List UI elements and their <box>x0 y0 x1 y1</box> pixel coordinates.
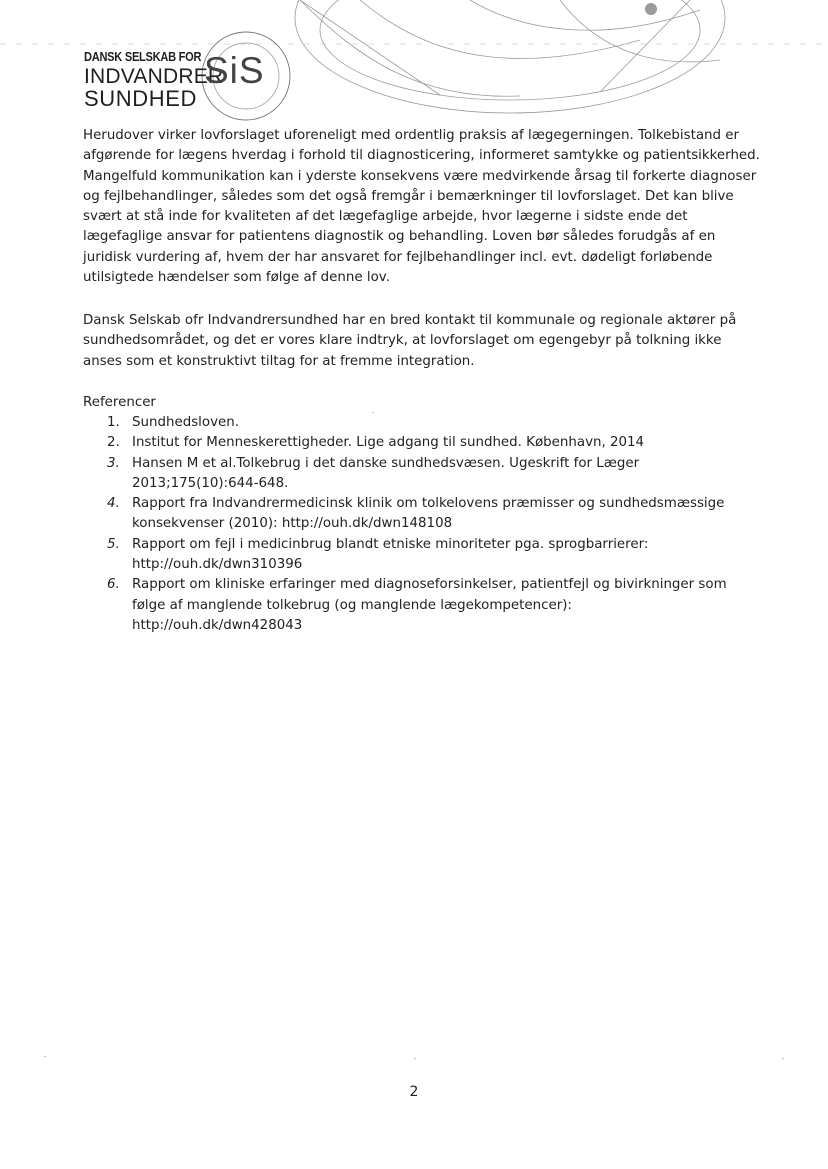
reference-item <box>83 494 763 535</box>
organization-logo <box>84 50 223 110</box>
reference-text-line: Hansen M et al.Tolkebrug i det danske sundhedsvæsen. Ugeskrift for Læger <box>132 455 640 471</box>
reference-item <box>83 433 763 453</box>
references-heading: Referencer <box>83 395 156 410</box>
reference-item <box>83 454 763 495</box>
reference-text-line: Rapport om kliniske erfaringer med diagnoseforsinkelser, patientfejl og bivirkninger som <box>132 577 727 593</box>
reference-item <box>83 535 763 576</box>
scan-speck <box>414 1058 416 1059</box>
body-paragraph-1: Herudover virker lovforslaget uforeneligt med ordentlig praksis af lægegerningen. Tolkebistand er afgørende for lægens hverdag i forhold til diagnosticering, informeret samtykke og patientsikkerhed. Mangelfuld kommunikation kan i yderste konsekvens være medvirkende årsag til forkerte diagnoser og fejlbehandlinger, således som det også fremgår i bemærkninger til lovforslaget. Det kan blive svært at stå inde for kvaliteten af det lægefaglige arbejde, hvor lægerne i sidste ende det lægefaglige ansvar for patientens diagnostik og behandling. Loven bør således forudgås af en juridisk vurdering af, hvem der har ansvaret for fejlbehandlinger incl. evt. dødeligt forløbende utilsigtede hændelser som følge af denne lov. <box>83 128 760 286</box>
reference-text-line: Institut for Menneskerettigheder. Lige adgang til sundhed. København, 2014 <box>132 435 645 451</box>
reference-number: 6. <box>107 577 120 593</box>
reference-text-line: Rapport fra Indvandrermedicinsk klinik om tolkelovens præmisser og sundhedsmæssige <box>132 496 725 512</box>
reference-number: 4. <box>107 496 120 512</box>
reference-number: 3. <box>107 455 120 471</box>
page-number: 2 <box>409 1084 419 1100</box>
scan-speck <box>782 1058 784 1059</box>
logo-line-2: INDVANDRER <box>84 65 224 88</box>
scan-speck <box>44 1056 46 1057</box>
reference-text-line: http://ouh.dk/dwn310396 <box>132 557 303 573</box>
body-paragraph-2: Dansk Selskab ofr Indvandrersundhed har en bred kontakt til kommunale og regionale aktører på sundhedsområdet, og det er vores klare indtryk, at lovforslaget om egengebyr på tolkning ikke anses som et konstruktivt tiltag for at fremme integration. <box>83 313 737 369</box>
reference-text-line: http://ouh.dk/dwn428043 <box>132 617 303 633</box>
scan-speck <box>372 412 374 413</box>
reference-text-line: 2013;175(10):644-648. <box>132 475 289 491</box>
reference-item <box>83 575 763 636</box>
reference-text-line: Rapport om fejl i medicinbrug blandt etniske minoriteter pga. sprogbarrierer: <box>132 536 649 552</box>
references-list <box>83 413 763 636</box>
reference-number: 1. <box>107 415 120 430</box>
logo-line-1: DANSK SELSKAB FOR <box>84 49 202 64</box>
reference-number: 2. <box>107 435 120 451</box>
logo-mark: SiS <box>204 50 265 91</box>
logo-line-3: SUNDHED <box>84 86 197 111</box>
reference-item <box>83 413 763 433</box>
reference-text-line: følge af manglende tolkebrug (og manglende lægekompetencer): <box>132 597 572 613</box>
reference-number: 5. <box>107 536 120 552</box>
reference-text-line: Sundhedsloven. <box>132 415 239 430</box>
reference-text-line: konsekvenser (2010): http://ouh.dk/dwn148108 <box>132 516 453 532</box>
